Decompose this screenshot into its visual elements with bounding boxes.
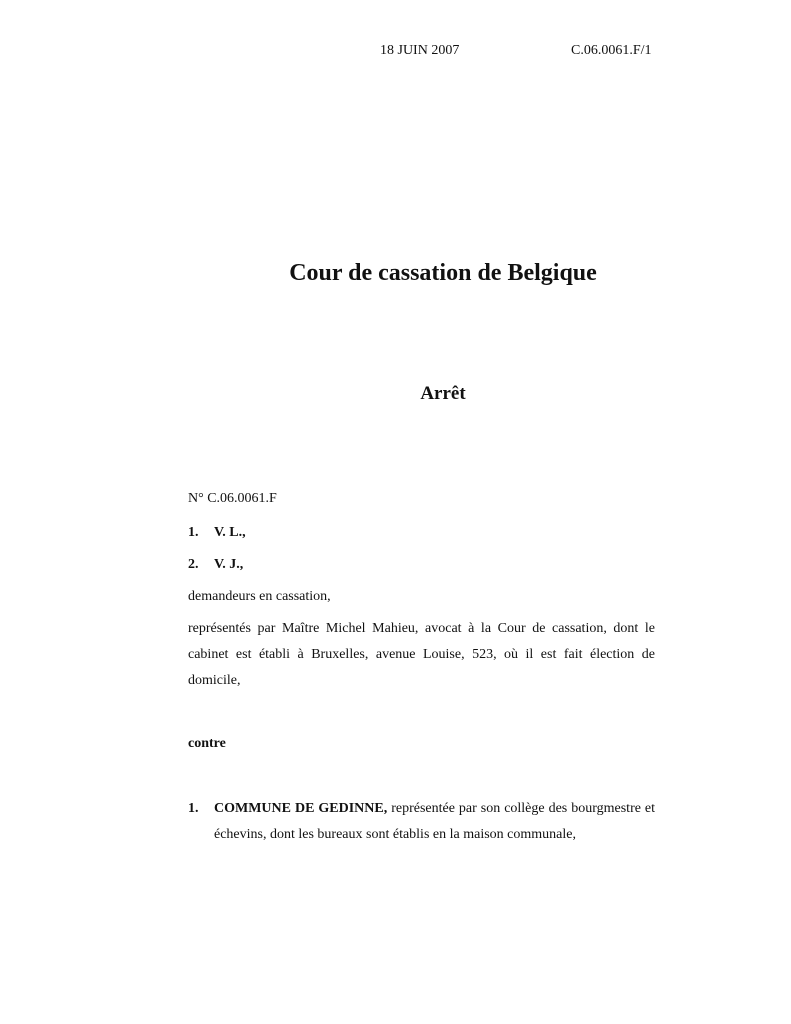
plaintiff-number: 1. — [188, 525, 199, 540]
court-title: Cour de cassation de Belgique — [289, 260, 597, 286]
case-number: N° C.06.0061.F — [188, 491, 277, 506]
defendant-content — [214, 796, 655, 848]
header-reference: C.06.0061.F/1 — [571, 43, 652, 58]
plaintiff-item — [188, 525, 246, 541]
plaintiff-role: demandeurs en cassation, — [188, 589, 331, 604]
versus-label: contre — [188, 736, 226, 751]
plaintiff-representation: représentés par Maître Michel Mahieu, avocat à la Cour de cassation, dont le cabinet est établi à Bruxelles, avenue Louise, 523, où il est fait élection de domicile, — [188, 621, 655, 688]
plaintiff-name: V. L., — [214, 525, 246, 540]
defendant-name: COMMUNE DE GEDINNE, — [214, 801, 388, 816]
defendant-item — [188, 796, 655, 848]
plaintiff-item — [188, 557, 243, 573]
defendant-description: représentée par son collège des bourgmestre et échevins, dont les bureaux sont établis en la maison communale, — [214, 801, 656, 842]
plaintiff-name: V. J., — [214, 557, 244, 572]
plaintiff-number: 2. — [188, 557, 199, 572]
defendant-number: 1. — [188, 801, 199, 816]
document-type: Arrêt — [420, 383, 466, 404]
header-date: 18 JUIN 2007 — [380, 43, 460, 58]
